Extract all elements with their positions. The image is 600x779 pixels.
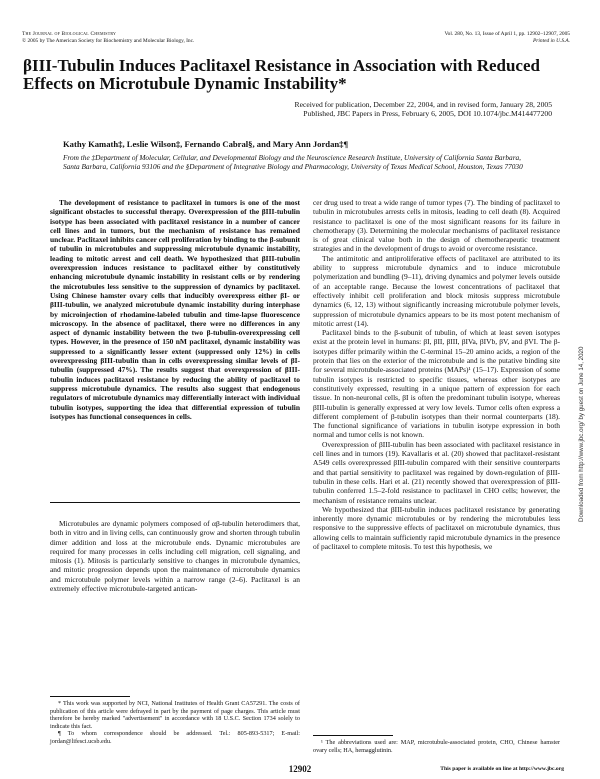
author-list: Kathy Kamath‡, Leslie Wilson‡, Fernando Cabral§, and Mary Ann Jordan‡¶ — [63, 139, 349, 149]
abbreviations-footnote: ¹ The abbreviations used are: MAP, microtubule-associated protein, CHO, Chinese hamster ovary cells; HA, hemagglutinin. — [313, 739, 560, 754]
author-affiliation: From the ‡Department of Molecular, Cellular, and Developmental Biology and the Neuroscience Research Institute, University of California Santa Barbara, Santa Barbara, California 93106 and the §Department of Integrative Biology and Pharmacology, University of Texas Medical School, Houston, Texas 77030 — [63, 153, 523, 172]
funding-footnote: * This work was supported by NCI, National Institutes of Health Grant CA57291. The costs of publication of this article were defrayed in part by the payment of page charges. This article must therefore be hereby marked "advertisement" in accordance with 18 U.S.C. Section 1734 solely to indicate this fact. — [50, 700, 300, 730]
page-number: 12902 — [288, 764, 312, 774]
copyright-line: © 2005 by The American Society for Biochemistry and Molecular Biology, Inc. — [22, 37, 195, 44]
body-right-column — [313, 198, 560, 551]
body-paragraph: Overexpression of βIII-tubulin has been associated with paclitaxel resistance in cell lines and in tumors (19). Kavallaris et al. (20) showed that paclitaxel-resistant A549 cells overexpressed βIII-tubulin compared with their sensitive counterparts and that partial sensitivity to paclitaxel was regained by down-regulation of βIII-tubulin in these cells. Hari et al. (21) recently showed that overexpression of βIII-tubulin conferred 1.5–2-fold resistance to paclitaxel in CHO cells; however, the mechanism of resistance remains unclear. — [313, 439, 560, 505]
footnote-divider — [50, 696, 130, 697]
received-line: Received for publication, December 22, 2004, and in revised form, January 28, 2005 — [294, 100, 552, 109]
footnotes-left — [50, 700, 300, 745]
printed-line: Printed in U.S.A. — [533, 37, 570, 44]
download-watermark: Downloaded from http://www.jbc.org/ by guest on June 14, 2020 — [578, 346, 585, 522]
body-paragraph: We hypothesized that βIII-tubulin induces paclitaxel resistance by generating inherently more dynamic microtubules or by rendering the microtubules less responsive to the suppressive effects of paclitaxel on microtubule dynamics, thus allowing cells to maintain sufficiently rapid microtubule dynamics in the presence of paclitaxel to complete mitosis. To test this hypothesis, we — [313, 504, 560, 551]
publication-history — [172, 100, 552, 119]
correspondence-footnote: ¶ To whom correspondence should be addressed. Tel.: 805-893-5317; E-mail: jordan@lifesci.ucsb.edu. — [50, 730, 300, 745]
abstract: The development of resistance to paclitaxel in tumors is one of the most significant obstacles to successful therapy. Overexpression of the βIII-tubulin isotype has been associated with paclitaxel resistance in a number of cancer cell lines and in tumors, but the mechanism of resistance has remained unclear. Paclitaxel inhibits cancer cell proliferation by binding to the β-subunit of tubulin in microtubules and suppressing microtubule dynamic instability, leading to mitotic arrest and cell death. We hypothesized that βIII-tubulin overexpression induces resistance to paclitaxel either by constitutively enhancing microtubule dynamic instability in resistant cells or by rendering the microtubules less sensitive to the suppression of dynamics by paclitaxel. Using Chinese hamster ovary cells that inducibly overexpress either βI- or βIII-tubulin, we analyzed microtubule dynamic instability during interphase by microinjection of rhodamine-labeled tubulin and time-lapse fluorescence microscopy. In the absence of paclitaxel, there were no differences in any aspect of dynamic instability between the two β-tubulin-overexpressing cell types. However, in the presence of 150 nM paclitaxel, dynamic instability was suppressed to a significantly lesser extent (suppressed only 12%) in cells overexpressing βIII-tubulin than in cells overexpressing similar levels of βI-tubulin (suppressed 47%). The results suggest that overexpression of βIII-tubulin induces paclitaxel resistance by reducing the ability of paclitaxel to suppress microtubule dynamics. The results also suggest that endogenous regulators of microtubule dynamics may differentially interact with individual tubulin isotypes, supporting the idea that differential expression of tubulin isotypes has functional consequences in cells. — [50, 198, 300, 421]
footnote-divider-right — [313, 735, 393, 736]
body-paragraph: cer drug used to treat a wide range of tumor types (7). The binding of paclitaxel to tubulin in microtubules arrests cells in mitosis, leading to cell death (8). Acquired resistance to paclitaxel is one of the most significant reasons for its failure in chemotherapy (3). Determining the molecular mechanisms of paclitaxel resistance is of great clinical value both in the design of chemotherapeutic treatment strategies and in the development of drugs to avoid or overcome resistance. — [313, 198, 560, 254]
journal-name: The Journal of Biological Chemistry — [22, 31, 117, 37]
issue-header — [444, 31, 570, 44]
volume-line: Vol. 280, No. 13, Issue of April 1, pp. 12902–12907, 2005 — [444, 31, 570, 37]
abstract-divider — [50, 502, 300, 503]
online-availability: This paper is available on line at http://www.jbc.org — [440, 766, 564, 772]
intro-paragraph: Microtubules are dynamic polymers composed of αβ-tubulin heterodimers that, both in vitro and in living cells, can continuously grow and shorten through tubulin dimer addition and loss at the microtubule ends. Dynamic microtubules are required for many processes in cells including cell migration, cell signaling, and mitosis (1). Mitosis is particularly sensitive to changes in microtubule dynamics, and mitotic progression depends upon the maintenance of microtubule dynamics and microtubule polymer levels within a narrow range (2–6). Paclitaxel is an extremely effective microtubule-targeted antican- — [50, 519, 300, 594]
published-line: Published, JBC Papers in Press, February 6, 2005, DOI 10.1074/jbc.M414477200 — [303, 109, 552, 119]
body-paragraph: The antimitotic and antiproliferative effects of paclitaxel are attributed to its ability to suppress microtubule dynamics and to induce microtubule polymerization and bundling (9–11), driving dynamics and polymer levels outside of an acceptable range. Because the lowest concentrations of paclitaxel that effectively inhibit cell proliferation and block mitosis suppress microtubule dynamics (6, 12, 13) without significantly increasing microtubule polymer levels, suppression of microtubule dynamics appears to be its most potent mechanism of mitotic arrest (14). — [313, 253, 560, 328]
body-paragraph: Paclitaxel binds to the β-subunit of tubulin, of which at least seven isotypes exist at the protein level in humans: βI, βII, βIII, βIVa, βIVb, βV, and βVI. The β-isotypes differ primarily within the C-terminal 15–20 amino acids, a region of the protein that lies on the exterior of the microtubule and is the putative binding site for several microtubule-associated proteins (MAPs)¹ (15–17). Expression of some tubulin isotypes is restricted to specific tissues, whereas other isotypes are constitutively expressed, resulting in a unique pattern of expression for each tissue. In non-neuronal cells, βI is often the predominant tubulin isotype, whereas βIII-tubulin is generally expressed at very low levels. Tumor cells often express a different complement of β-tubulin isotypes than their normal counterparts (18). The functional significance of variations in tubulin isotype expression in both normal and tumor cells is not known. — [313, 328, 560, 440]
journal-header — [22, 31, 194, 44]
article-title: βIII-Tubulin Induces Paclitaxel Resistance in Association with Reduced Effects on Microtubule Dynamic Instability* — [23, 56, 540, 93]
